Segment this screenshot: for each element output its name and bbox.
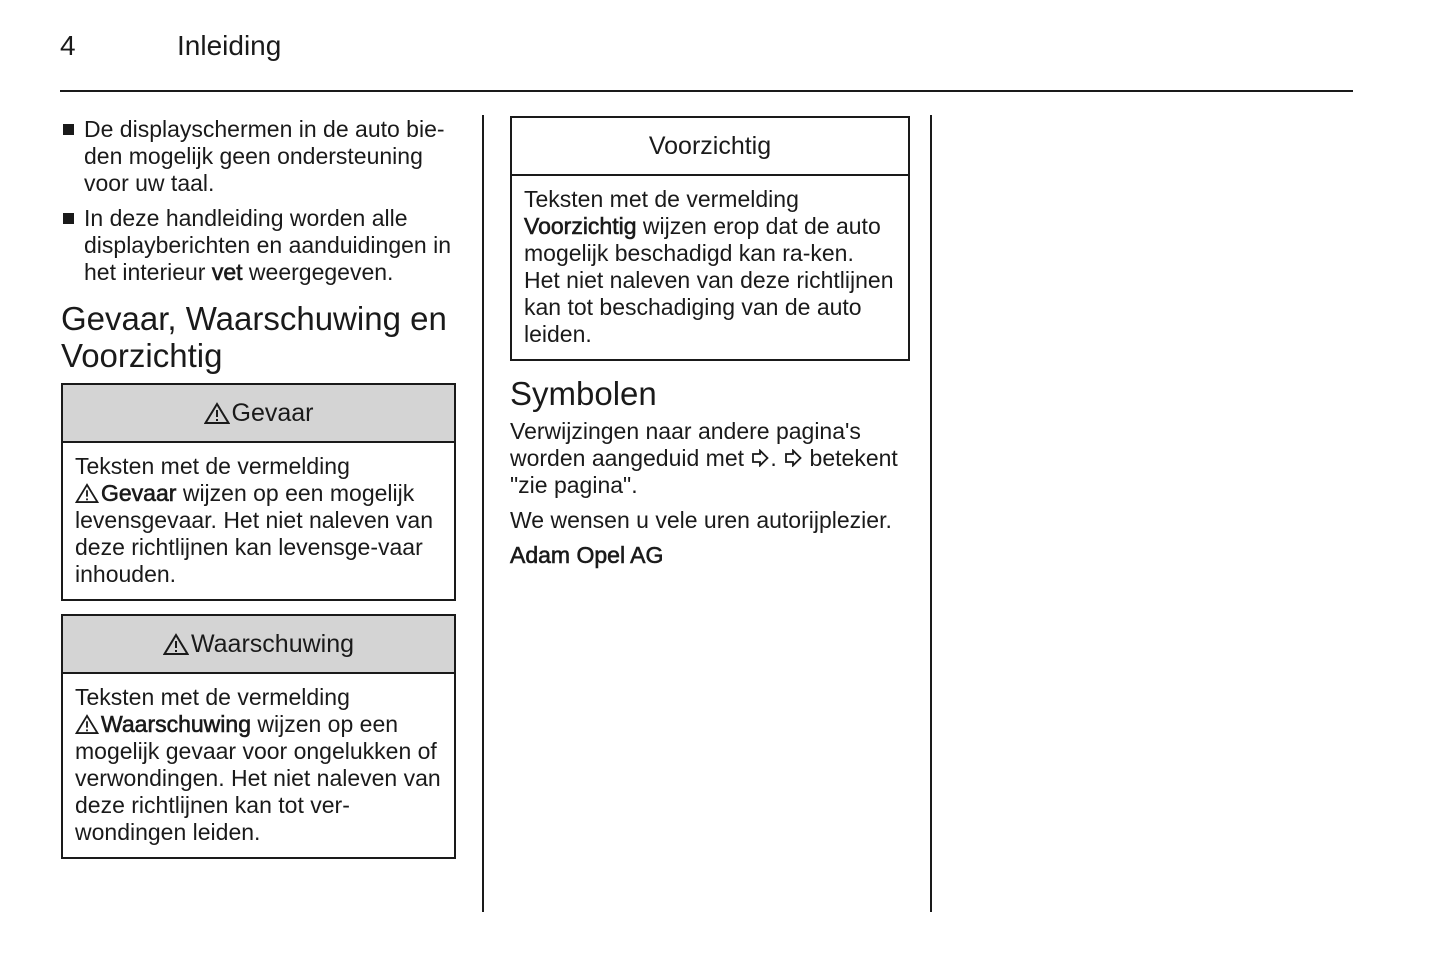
warning-triangle-icon xyxy=(75,714,99,734)
paragraph-text: . xyxy=(770,445,784,471)
notice-text: wijzen erop dat de auto mogelijk beschadigd kan ra-ken. Het niet naleven van deze richtlijnen kan tot beschadiging van de auto leiden. xyxy=(524,213,894,347)
bold-term: Voorzichtig xyxy=(524,213,637,239)
bold-term: Gevaar xyxy=(101,480,177,506)
paragraph-text: Verwijzingen naar andere pagina's worden aangeduid met xyxy=(510,418,861,471)
danger-notice-body xyxy=(63,443,454,599)
intro-bullet-list xyxy=(61,116,456,286)
warning-triangle-icon xyxy=(75,483,99,503)
danger-notice-header xyxy=(63,385,454,443)
caution-notice xyxy=(510,116,910,361)
column-left xyxy=(61,116,456,872)
danger-notice xyxy=(61,383,456,601)
bold-term: Waarschuwing xyxy=(101,711,251,737)
page-reference-arrow-icon xyxy=(784,449,802,467)
column-divider-1 xyxy=(482,115,484,912)
notice-lead: Teksten met de vermelding xyxy=(75,453,350,479)
square-bullet-icon xyxy=(63,213,74,224)
warning-notice xyxy=(61,614,456,859)
caution-title: Voorzichtig xyxy=(648,131,772,160)
warning-notice-header xyxy=(63,616,454,674)
bullet-text: In deze handleiding worden alle displayberichten en aanduidingen in het interieur xyxy=(84,205,452,285)
section-heading: Gevaar, Waarschuwing en Voorzichtig xyxy=(61,300,447,374)
chapter-title: Inleiding xyxy=(177,30,282,61)
bullet-text: De displayschermen in de auto bie-den mogelijk geen ondersteuning voor uw taal. xyxy=(84,116,445,196)
bullet-text-tail: weergegeven. xyxy=(242,259,394,285)
symbols-paragraph xyxy=(510,418,910,499)
list-item xyxy=(61,205,456,286)
closing-paragraph: We wensen u vele uren autorijplezier. xyxy=(510,507,892,533)
caution-notice-body xyxy=(512,176,908,359)
page-number: 4 xyxy=(60,30,76,61)
danger-title: Gevaar xyxy=(231,398,314,427)
notice-lead: Teksten met de vermelding xyxy=(524,186,799,212)
warning-triangle-icon xyxy=(163,633,189,655)
notice-text: wijzen op een mogelijk levensgevaar. Het niet naleven van deze richtlijnen kan levensge-vaar inhouden. xyxy=(75,480,434,587)
signature xyxy=(510,542,910,569)
square-bullet-icon xyxy=(63,124,74,135)
warning-title: Waarschuwing xyxy=(190,629,355,658)
page-reference-arrow-icon xyxy=(751,449,769,467)
caution-notice-header xyxy=(512,118,908,176)
column-middle xyxy=(510,116,910,577)
warning-notice-body xyxy=(63,674,454,857)
header-rule xyxy=(60,90,1353,92)
warning-triangle-icon xyxy=(204,402,230,424)
column-divider-2 xyxy=(930,115,932,912)
symbols-heading: Symbolen xyxy=(510,375,657,412)
signature-text: Adam Opel AG xyxy=(510,542,664,568)
notice-text: wijzen op een mogelijk gevaar voor ongelukken of verwondingen. Het niet naleven van deze richtlijnen kan tot ver-wondingen leiden. xyxy=(75,711,441,845)
notice-lead: Teksten met de vermelding xyxy=(75,684,350,710)
bold-term: vet xyxy=(211,259,243,285)
list-item xyxy=(61,116,456,197)
paragraph-text: betekent "zie pagina". xyxy=(510,445,898,498)
